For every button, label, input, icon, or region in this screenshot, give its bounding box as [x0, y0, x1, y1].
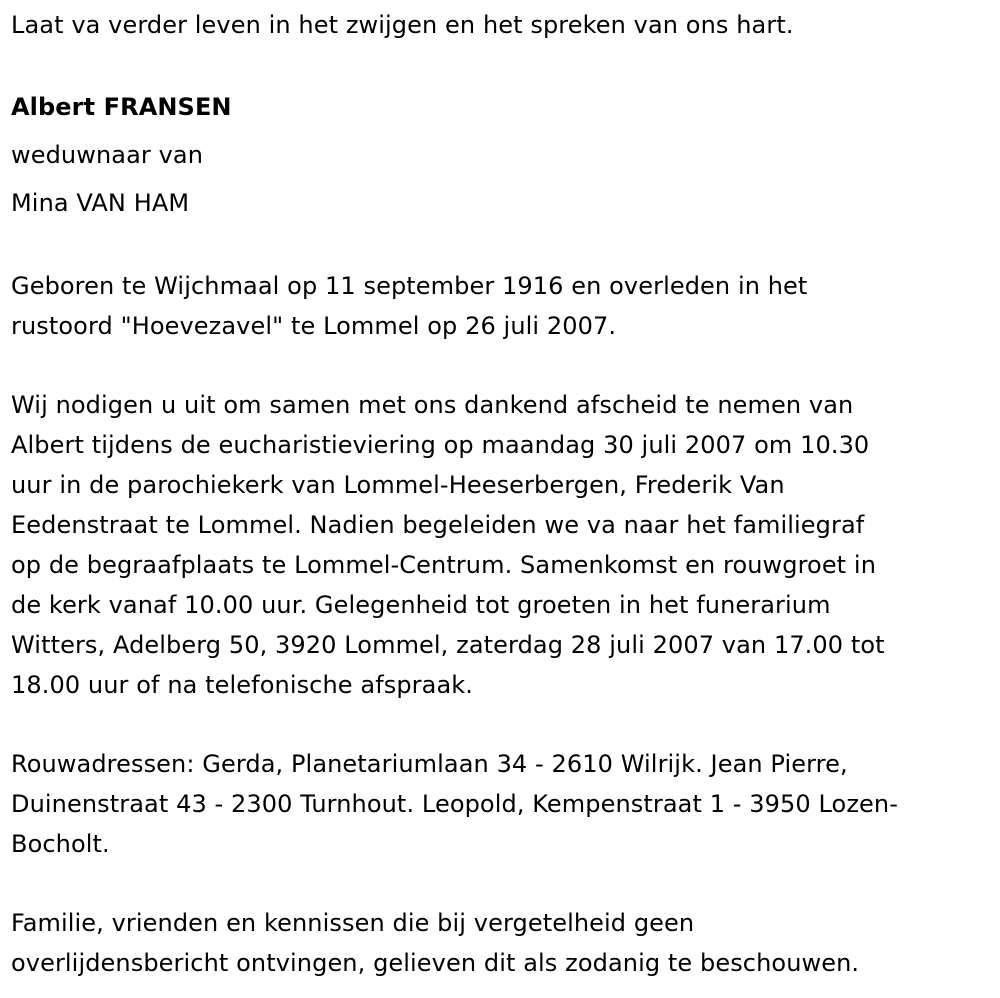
spacer [11, 346, 986, 385]
obituary-document [11, 0, 986, 983]
birth-death-paragraph [11, 266, 986, 346]
paragraph-line: 18.00 uur of na telefonische afspraak. [11, 671, 473, 699]
spouse-name: Mina VAN HAM [11, 189, 190, 217]
paragraph-line: Rouwadressen: Gerda, Planetariumlaan 34 - 2610 Wilrijk. Jean Pierre, [11, 750, 848, 778]
paragraph-line: Geboren te Wijchmaal op 11 september 1916 en overleden in het [11, 272, 808, 300]
paragraph-line: Eedenstraat te Lommel. Nadien begeleiden we va naar het familiegraf [11, 511, 865, 539]
relation-text: weduwnaar van [11, 141, 204, 169]
closing-paragraph [11, 903, 986, 983]
paragraph-line: Familie, vrienden en kennissen die bij vergetelheid geen [11, 909, 695, 937]
paragraph-line: rustoord "Hoevezavel" te Lommel op 26 juli 2007. [11, 312, 617, 340]
deceased-block [11, 83, 986, 227]
paragraph-line: uur in de parochiekerk van Lommel-Heeserbergen, Frederik Van [11, 471, 785, 499]
spacer [11, 705, 986, 744]
deceased-name: Albert FRANSEN [11, 93, 232, 121]
paragraph-line: Wij nodigen u uit om samen met ons dankend afscheid te nemen van [11, 391, 854, 419]
paragraph-line: overlijdensbericht ontvingen, gelieven dit als zodanig te beschouwen. [11, 949, 860, 977]
spacer [11, 227, 986, 266]
spacer [11, 864, 986, 903]
ceremony-paragraph [11, 385, 986, 705]
paragraph-line: de kerk vanaf 10.00 uur. Gelegenheid tot groeten in het funerarium [11, 591, 831, 619]
paragraph-line: op de begraafplaats te Lommel-Centrum. Samenkomst en rouwgroet in [11, 551, 877, 579]
intro-text: Laat va verder leven in het zwijgen en het spreken van ons hart. [11, 11, 794, 39]
paragraph-line: Duinenstraat 43 - 2300 Turnhout. Leopold, Kempenstraat 1 - 3950 Lozen- [11, 790, 898, 818]
paragraph-line: Bocholt. [11, 830, 110, 858]
paragraph-line: Albert tijdens de eucharistieviering op maandag 30 juli 2007 om 10.30 [11, 431, 870, 459]
spacer [11, 45, 986, 83]
addresses-paragraph [11, 744, 986, 864]
paragraph-line: Witters, Adelberg 50, 3920 Lommel, zaterdag 28 juli 2007 van 17.00 tot [11, 631, 885, 659]
